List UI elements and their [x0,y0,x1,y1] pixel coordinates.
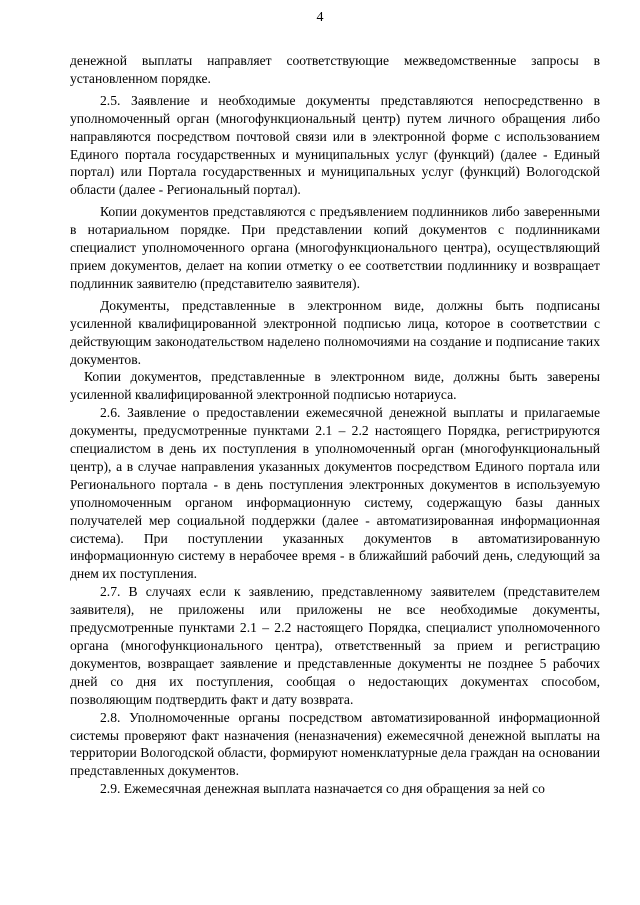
paragraph-copies: Копии документов представляются с предъявлением подлинников либо заверенными в нотариальном порядке. При представлении копий документов с подлинниками специалист уполномоченного органа (многофункционального центра), осуществляющий прием документов, делает на копии отметку о ее соответствии подлиннику и возвращает подлинник заявителю (представителю заявителя). [70,204,600,291]
document-body [70,52,600,798]
paragraph-electronic-docs: Документы, представленные в электронном виде, должны быть подписаны усиленной квалифицированной электронной подписью лица, которое в соответствии с действующим законодательством наделено полномочиями на создание и подписание таких документов. [70,297,600,367]
paragraph-2-8: 2.8. Уполномоченные органы посредством автоматизированной информационной системы проверяют факт назначения (неназначения) ежемесячной денежной выплаты на территории Вологодской области, формируют номенклатурные дела граждан на основании представленных документов. [70,709,600,779]
paragraph-electronic-copies: Копии документов, представленные в электронном виде, должны быть заверены усиленной квалифицированной электронной подписью нотариуса. [70,369,600,403]
paragraph-2-6: 2.6. Заявление о предоставлении ежемесячной денежной выплаты и прилагаемые документы, предусмотренные пунктами 2.1 – 2.2 настоящего Порядка, регистрируются специалистом в день их поступления в уполномоченный орган (многофункциональный центр), а в случае направления указанных документов посредством Единого портала или Регионального портала - в день поступления электронных документов в используемую уполномоченным органом информационную систему, содержащую базы данных получателей мер социальной поддержки (далее - автоматизированная информационная система). При поступлении указанных документов в автоматизированную информационную систему в нерабочее время - в ближайший рабочий день, следующий за днем их поступления. [70,405,600,582]
paragraph-2-5: 2.5. Заявление и необходимые документы представляются непосредственно в уполномоченный орган (многофункциональный центр) путем личного обращения либо направляются посредством почтовой связи или в электронной форме с использованием Единого портала государственных и муниципальных услуг (функций) (далее - Единый портал) или Портала государственных и муниципальных услуг (функций) Вологодской области (далее - Региональный портал). [70,92,600,198]
paragraph-2-9: 2.9. Ежемесячная денежная выплата назначается со дня обращения за ней со [100,781,545,797]
paragraph-intro-continuation: денежной выплаты направляет соответствующие межведомственные запросы в установленном порядке. [70,53,600,86]
page-number: 4 [316,10,324,25]
paragraph-2-7: 2.7. В случаях если к заявлению, представленному заявителем (представителем заявителя), не приложены или приложены не все необходимые документы, предусмотренные пунктами 2.1 – 2.2 настоящего Порядка, специалист уполномоченного органа (многофункционального центра), ответственный за прием и регистрацию документов, возвращает заявление и представленные документы не позднее 5 рабочих дней со дня их поступления, сообщая о недостающих документах способом, позволяющим подтвердить факт и дату возврата. [70,584,600,707]
